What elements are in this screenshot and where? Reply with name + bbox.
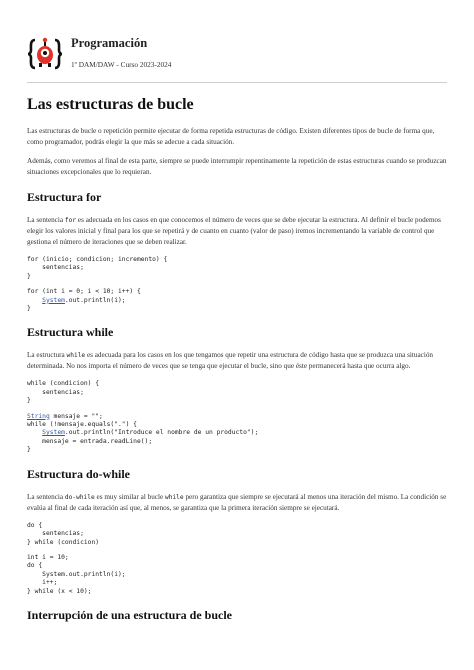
do-while-text-before: La sentencia [27,492,65,501]
while-code2-part-a: mensaje = ""; while (!mensaje.equals(".") { [27,412,137,429]
do-while-code-block-1: do { sentencias; } while (condicion) [27,521,100,546]
for-keyword: for [64,217,77,224]
while-keyword: while [66,352,86,360]
while-paragraph [27,350,447,372]
braces-robot-logo-icon [27,34,63,74]
do-while-keyword-while: while [165,493,184,501]
header-divider [27,82,447,83]
for-paragraph [27,215,447,248]
for-code2-part-a: for (int i = 0; i < 10; i++) { [27,288,141,296]
do-while-paragraph [27,492,447,514]
document-body [27,96,447,633]
while-code-block-1: while (condicion) { sentencias; } [27,380,100,405]
do-while-text-after: pero garantiza que siempre se ejecutará al menos una iteración del mismo. La condición se evalúa al final de cada iteración así que, al menos, se garantiza que la primera iteración siempre se ejecutará. [27,492,447,512]
section-heading-do-while: Estructura do-while [27,466,130,481]
document-title: Las estructuras de bucle [27,96,194,113]
do-while-keyword: do-while [64,493,95,501]
while-code2-system-type: System [42,429,65,437]
for-text-after: es adecuada en los casos en que conocemos el número de veces que se debe ejecutar la estructura. Al definir el bucle podemos elegir los valores inicial y final para los que se repetirá y de cuanto en cuanto (valor de paso) iremos incrementando la variable de control que gestiona el número de iteraciones que se deben realizar. [27,216,441,246]
while-code2-part-b: .out.println("Introduce el nombre de un producto"); mensaje = entrada.readLine(); } [27,429,259,454]
for-code2-system-type: System [42,296,65,304]
for-text-before: La sentencia [27,216,65,224]
do-while-text-mid: es muy similar al bucle [94,492,165,501]
for-code-block-2 [27,288,447,313]
while-code2-string-type: String [27,412,50,420]
course-title: Programación [71,36,148,50]
page-header [27,34,447,84]
intro-paragraph-2: Además, como veremos al final de esta parte, siempre se puede interrumpir repentinamente la repetición de estas estructuras cuando se produzcan situaciones excepcionales que lo requieran. [27,157,447,176]
course-subtitle: 1º DAM/DAW - Curso 2023-2024 [71,60,172,69]
do-while-code-block-2: int i = 10; do { System.out.println(i); i++; } while (x < 10); [27,553,126,595]
for-code2-part-b: .out.println(i); } [27,296,126,313]
section-heading-for: Estructura for [27,190,102,204]
intro-paragraph-1: Las estructuras de bucle o repetición permite ejecutar de forma repetida estructuras de código. Existen diferentes tipos de bucle de forma que, como programador, podrás elegir la que más se adecue a cada situación. [27,127,435,146]
section-heading-interrupt: Interrupción de una estructura de bucle [27,607,232,622]
section-heading-while: Estructura while [27,325,114,340]
while-text-before: La estructura [27,351,67,360]
while-code-block-2 [27,413,447,455]
while-text-after: es adecuada para los casos en los que tengamos que repetir una estructura de código hasta que se produzca una situación determinada. No nos importa el número de veces que se tenga que ejecutar el bucle, sino que éste permanecerá hasta que ocurra algo. [27,351,434,371]
for-code-block-1: for (inicio; condicion; incremento) { sentencias; } [27,256,168,280]
